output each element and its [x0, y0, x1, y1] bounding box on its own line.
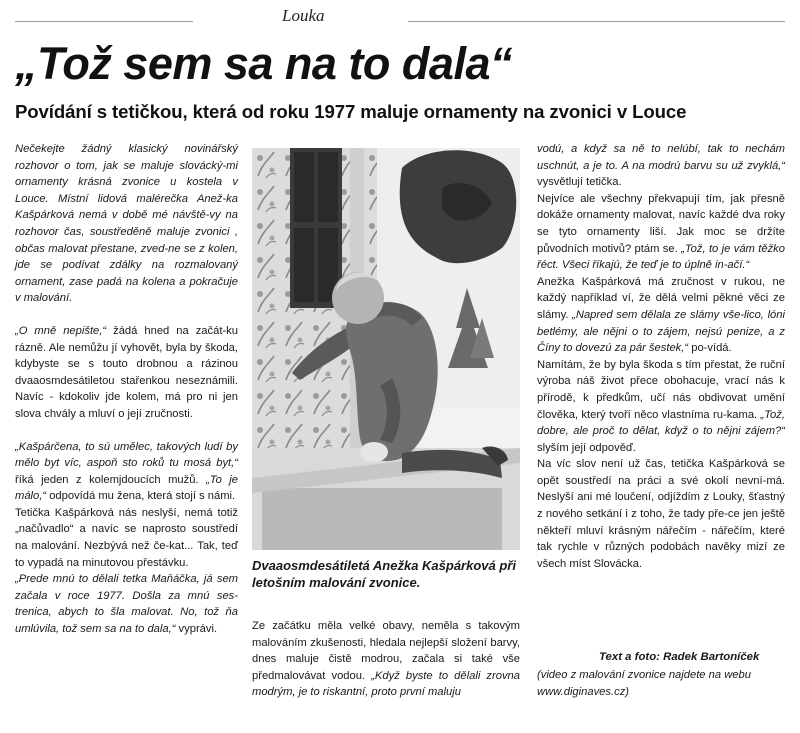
quote: „Prede mnú to dělali tetka Maňáčka, já sem začala v roce 1977. Došla za mnú ses-trenica, abych to šla malovat. No, tož ňa umlúvila, tož sem sa na to dala,“ — [15, 573, 238, 636]
quote: vodú, a když sa ně to nelúbí, tak to nechám uschnút, a je to. A na modrú barvu su už zvyklá,“ — [537, 143, 785, 172]
video-note: (video z malování zvonice najdete na webu www.diginaves.cz) — [537, 669, 751, 698]
section-label: Louka — [282, 6, 325, 25]
quote: „Napred sem dělala ze slámy vše-lico, lóni betlémy, ale nějni o to zájem, nejsú penize, a z Číny to dovezú za pár šestek,“ — [537, 308, 785, 355]
header-rule-left — [15, 21, 193, 22]
intro-paragraph: Nečekejte žádný klasický novinářský rozhovor o tom, jak se maluje slovácký-mi ornamenty krásná zvonice u kostela v Louce. Místní lidová malérečka Anež-ka Kašpárková nemá v době mé návště-vy na rozhovor čas, soustředěně maluje zvonici , občas malovat přestane, zved-ne se z kolen, jde se podívat zdálky na rozmalovaný ornament, zase padá na kolena a pokračuje v malování. — [15, 143, 238, 305]
article-column-2 — [252, 618, 520, 701]
quote: „To je málo,“ — [15, 473, 238, 503]
header-rule-right — [408, 21, 785, 22]
paragraph: Ze začátku měla velké obavy, neměla s takovým malováním zkušenosti, hledala nejlepší složení barvy, dnes maluje čistě modrou, začala si také vše předmalovávat vodou. „Když byste to dělali zrovna modrým, je to riskantní, proto první maluju — [252, 620, 520, 699]
paragraph: vodú, a když sa ně to nelúbí, tak to nechám uschnút, a je to. A na modrú barvu su už zvyklá,“ vysvětlují tetička. — [537, 143, 785, 189]
headline: „Tož sem sa na to dala“ — [15, 38, 512, 89]
quote: „Tož, to je vám těžko řéct. Všeci říkajú, že teď je to úplně in-ačí.“ — [537, 242, 785, 272]
paragraph: Tetička Kašpárková nás neslyší, nemá totiž „načůvadlo“ a navíc se naprosto soustředí na malování. Nezbývá než če-kat... Tak, teď to vypadá na minutovou přestávku. — [15, 506, 238, 569]
paragraph: Namítám, že by byla škoda s tím přestat, že ruční výroba náš život přece obohacuje, vrací nás k přírodě, k předkům, učí nás obdivovat umění člověka, který tvoří něco vlastníma ru-kama. „Tož, dobre, ale proč to dělat, když o to nějni zájem?“ slyším její odpověď. — [537, 358, 785, 454]
paragraph: „Prede mnú to dělali tetka Maňáčka, já sem začala v roce 1977. Došla za mnú ses-trenica, abych to šla malovat. No, tož ňa umlúvila, tož sem sa na to dala,“ vyprávi. — [15, 573, 238, 636]
paragraph: Anežka Kašpárková má zručnost v rukou, ne každý například ví, že dělá velmi pěkné věci ze slámy. „Napred sem dělala ze slámy vše-lico, lóni betlémy, ale nějni o to zájem, nejsú penize, a z Číny to dovezú za pár šestek,“ po-vídá. — [537, 275, 785, 355]
paragraph: Nejvíce ale všechny překvapují tím, jak přesně dokáže ornamenty malovat, navíc každé dva roky se tyto ornamenty liší. Jak moc se držíte původních motivů? ptám se. „Tož, to je vám těžko řéct. Všeci říkajú, že teď je to úplně in-ačí.“ — [537, 192, 785, 272]
paragraph: Na víc slov není už čas, tetička Kašpárková se opět soustředí na práci a své okolí nevní-má. Neslyší ani mé loučení, odjíždím z Louky, šťastný z nového setkání i z toho, že tady pře-ce jen ještě někteří mluví krásným nářečím - nářečím, které tak rychle v různých podobách navěky mizí ze všech míst Slovácka. — [537, 458, 785, 570]
article-column-1 — [15, 141, 238, 638]
photo-illustration — [252, 148, 520, 550]
article-photo — [252, 148, 520, 550]
subheadline: Povídání s tetičkou, která od roku 1977 maluje ornamenty na zvonici v Louce — [15, 101, 687, 122]
quote: „Tož, dobre, ale proč to dělat, když o to nějni zájem?“ — [537, 408, 785, 438]
author-credit: Text a foto: Radek Bartoníček — [599, 651, 760, 663]
quote: „O mně nepište,“ — [15, 324, 107, 337]
photo-caption: Dvaaosmdesátiletá Anežka Kašpárková při letošním malování zvonice. — [252, 558, 516, 590]
quote: „Když byste to dělali zrovna modrým, je to riskantní, proto první maluju — [252, 669, 520, 699]
paragraph: „Kašpárčena, to sú umělec, takových ludí by mělo byt víc, aspoň sto roků tu mosá byt,“ říká jeden z kolemjdoucích mužů. „To je málo,“ odpovídá mu žena, která stojí s námi. — [15, 440, 238, 503]
paragraph: „O mně nepište,“ žádá hned na začát-ku rázně. Ale nemůžu jí vyhovět, byla by škoda, kdybyste se s touto drobnou a rázinou dvaaosmdesátiletou stařenkou neseznámili. Navíc - kdokoliv jde kolem, má pro ni jen slova chvály a mluví o její zručnosti. — [15, 324, 238, 420]
quote: „Kašpárčena, to sú umělec, takových ludí by mělo byt víc, aspoň sto roků tu mosá byt,“ — [15, 440, 238, 470]
article-column-3 — [537, 141, 785, 572]
